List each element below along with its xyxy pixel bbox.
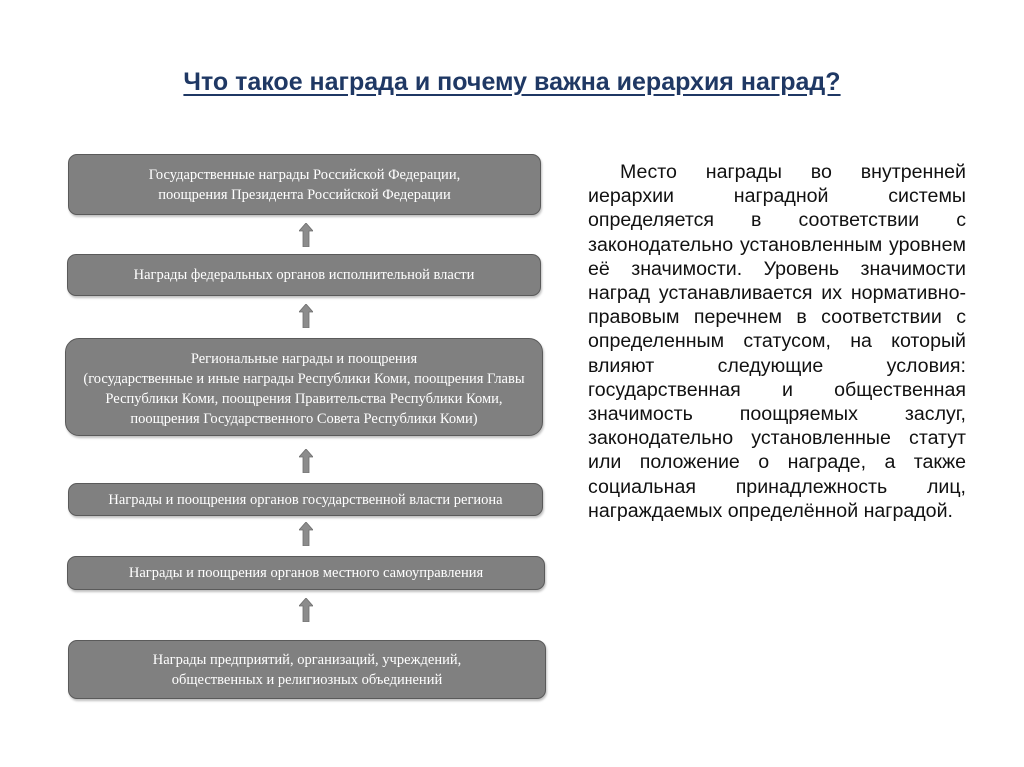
hierarchy-level-text: Региональные награды и поощрения [190, 351, 418, 367]
hierarchy-level-text: Награды и поощрения органов государственной власти региона [108, 491, 503, 508]
hierarchy-level-federal-state [68, 154, 541, 215]
hierarchy-level-regional [65, 338, 543, 436]
hierarchy-level-text: Государственные награды Российской Федерации, [148, 166, 461, 183]
description-paragraph: Место награды во внутренней иерархии наградной системы определяется в соответствии с законодательно установленным уровнем её значимости. Уровень значимости наград устанавливается их нормативно-правовым перечнем в соответствии с определенным статусом, на который влияют следующие условия: государственная и общественная значимость поощряемых заслуг, законодательно установленные статут или положение о награде, а также социальная принадлежность лиц, награждаемых определённой наградой. [588, 161, 966, 522]
hierarchy-level-text: поощрения Президента Российской Федерации [158, 186, 451, 203]
hierarchy-level-text: поощрения Государственного Совета Республики Коми) [130, 411, 478, 427]
arrow-up-icon [299, 223, 313, 247]
arrow-up-icon [299, 304, 313, 328]
hierarchy-level-local-government [67, 556, 545, 590]
hierarchy-level-text: Награды федеральных органов исполнительной власти [133, 267, 475, 283]
hierarchy-level-text: (государственные и иные награды Республики Коми, поощрения Главы [83, 371, 525, 387]
arrow-up-icon [299, 522, 313, 546]
hierarchy-level-organizations [68, 640, 546, 699]
hierarchy-level-text: Республики Коми, поощрения Правительства Республики Коми, [105, 391, 503, 407]
hierarchy-level-regional-authorities [68, 483, 543, 516]
hierarchy-level-text: Награды предприятий, организаций, учреждений, [152, 651, 462, 668]
slide-title: Что такое награда и почему важна иерархия наград? [183, 68, 841, 96]
hierarchy-level-text: Награды и поощрения органов местного самоуправления [128, 565, 484, 581]
hierarchy-level-text: общественных и религиозных объединений [171, 671, 443, 688]
arrow-up-icon [299, 598, 313, 622]
hierarchy-level-federal-executive [67, 254, 541, 296]
arrow-up-icon [299, 449, 313, 473]
